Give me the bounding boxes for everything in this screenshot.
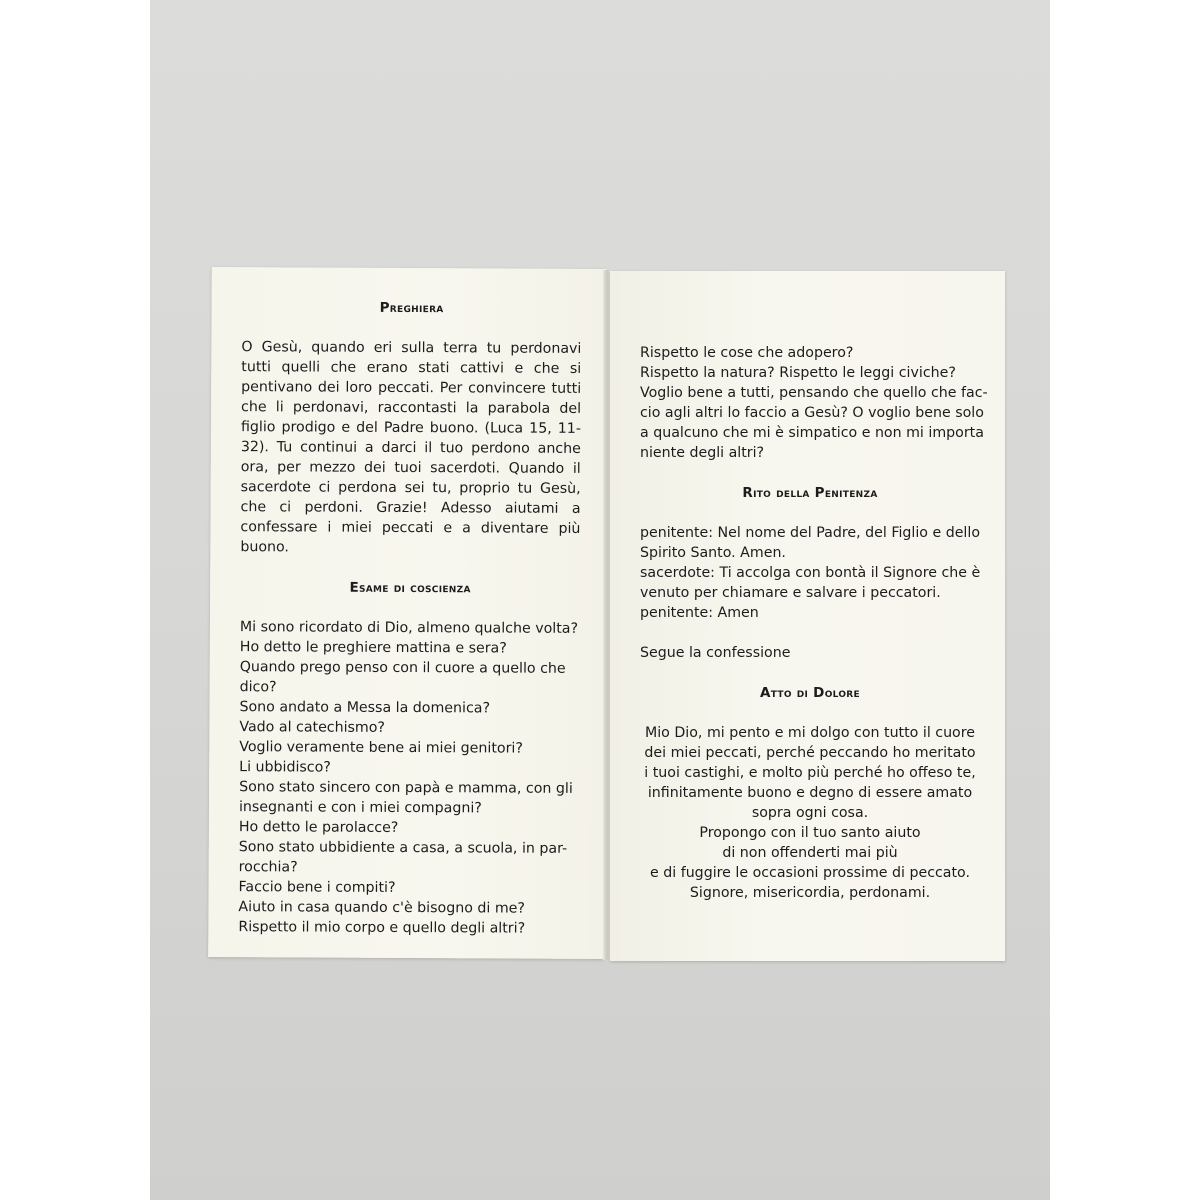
esame-continued [640,343,988,463]
esame-cont-line: cio agli altri lo faccio a Gesù? O voglio bene solo [640,405,984,421]
esame-cont-line: Rispetto le cose che adopero? [640,345,854,361]
preghiera-heading: Preghiera [379,299,444,317]
atto-line: di non offenderti mai più [722,845,898,861]
esame-line: Ho detto le parolacce? [238,819,399,836]
esame-line: Quando prego penso con il cuore a quello che [239,659,566,677]
esame-line: Sono stato sincero con papà e mamma, con gli [239,779,573,797]
rito-line: penitente: Nel nome del Padre, del Figlio e dello [640,525,980,541]
atto-line: dei miei peccati, perché peccando ho meritato [644,745,976,761]
atto-line: Propongo con il tuo santo aiuto [699,825,921,841]
atto-line: infinitamente buono e degno di essere amato [647,785,973,801]
esame-line: Sono stato ubbidiente a casa, a scuola, in par- [238,839,568,857]
esame-line: Faccio bene i compiti? [238,879,396,896]
atto-heading: Atto di Dolore [759,685,860,701]
esame-line: Rispetto il mio corpo e quello degli altri? [238,919,526,937]
esame-line: rocchia? [238,859,298,876]
esame-line: Aiuto in casa quando c'è bisogno di me? [238,899,525,917]
left-card-panel [208,267,607,959]
esame-questions [238,617,580,939]
right-card-panel [610,271,1005,961]
rito-line: venuto per chiamare e salvare i peccatori. [640,585,941,601]
atto-line: i tuoi castighi, e molto più perché ho offeso te, [644,765,976,781]
esame-cont-line: niente degli altri? [640,445,765,461]
rito-line: penitente: Amen [640,605,759,621]
esame-line: Ho detto le preghiere mattina e sera? [239,639,507,657]
rito-heading: Rito della Penitenza [742,485,878,501]
atto-line: sopra ogni cosa. [751,805,869,821]
esame-line: dico? [239,679,277,696]
esame-line: insegnanti e con i miei compagni? [238,799,482,817]
esame-cont-line: Voglio bene a tutti, pensando che quello che fac- [640,385,988,401]
esame-line: Sono andato a Messa la domenica? [239,699,491,717]
esame-heading: Esame di coscienza [349,579,471,597]
atto-line: e di fuggire le occasioni prossime di peccato. [650,865,970,881]
esame-line: Li ubbidisco? [239,759,331,776]
esame-line: Mi sono ricordato di Dio, almeno qualche volta? [239,619,579,637]
esame-cont-line: Rispetto la natura? Rispetto le leggi civiche? [640,365,956,381]
esame-line: Vado al catechismo? [239,719,386,736]
preghiera-text: O Gesù, quando eri sulla terra tu perdonavi tutti quelli che erano stati cattivi e che si pentivano dei loro peccati. Per convincere tutti che li perdonavi, raccontasti la parabola del figlio prodigo e del Padre buono. (Luca 15, 11-32). Tu continui a darci il tuo perdono anche ora, per mezzo dei tuoi sacerdoti. Quando il sacerdote ci perdona sei tu, proprio tu Gesù, che ci perdoni. Grazie! Adesso aiutami a confessare i miei peccati e a diventare più buono. [240,339,582,556]
atto-line: Signore, misericordia, perdonami. [689,885,931,901]
segue-line: Segue la confessione [640,645,791,661]
atto-text [640,723,980,903]
right-panel-content [640,343,988,903]
esame-cont-line: a qualcuno che mi è simpatico e non mi importa [640,425,984,441]
rito-line: sacerdote: Ti accolga con bontà il Signore che è [640,565,981,581]
rito-line: Spirito Santo. Amen. [640,545,786,561]
left-panel-content [238,297,581,959]
rito-text [640,523,980,623]
atto-line: Mio Dio, mi pento e mi dolgo con tutto il cuore [645,725,975,741]
esame-line: Voglio veramente bene ai miei genitori? [239,739,523,757]
segue-note [640,643,980,663]
